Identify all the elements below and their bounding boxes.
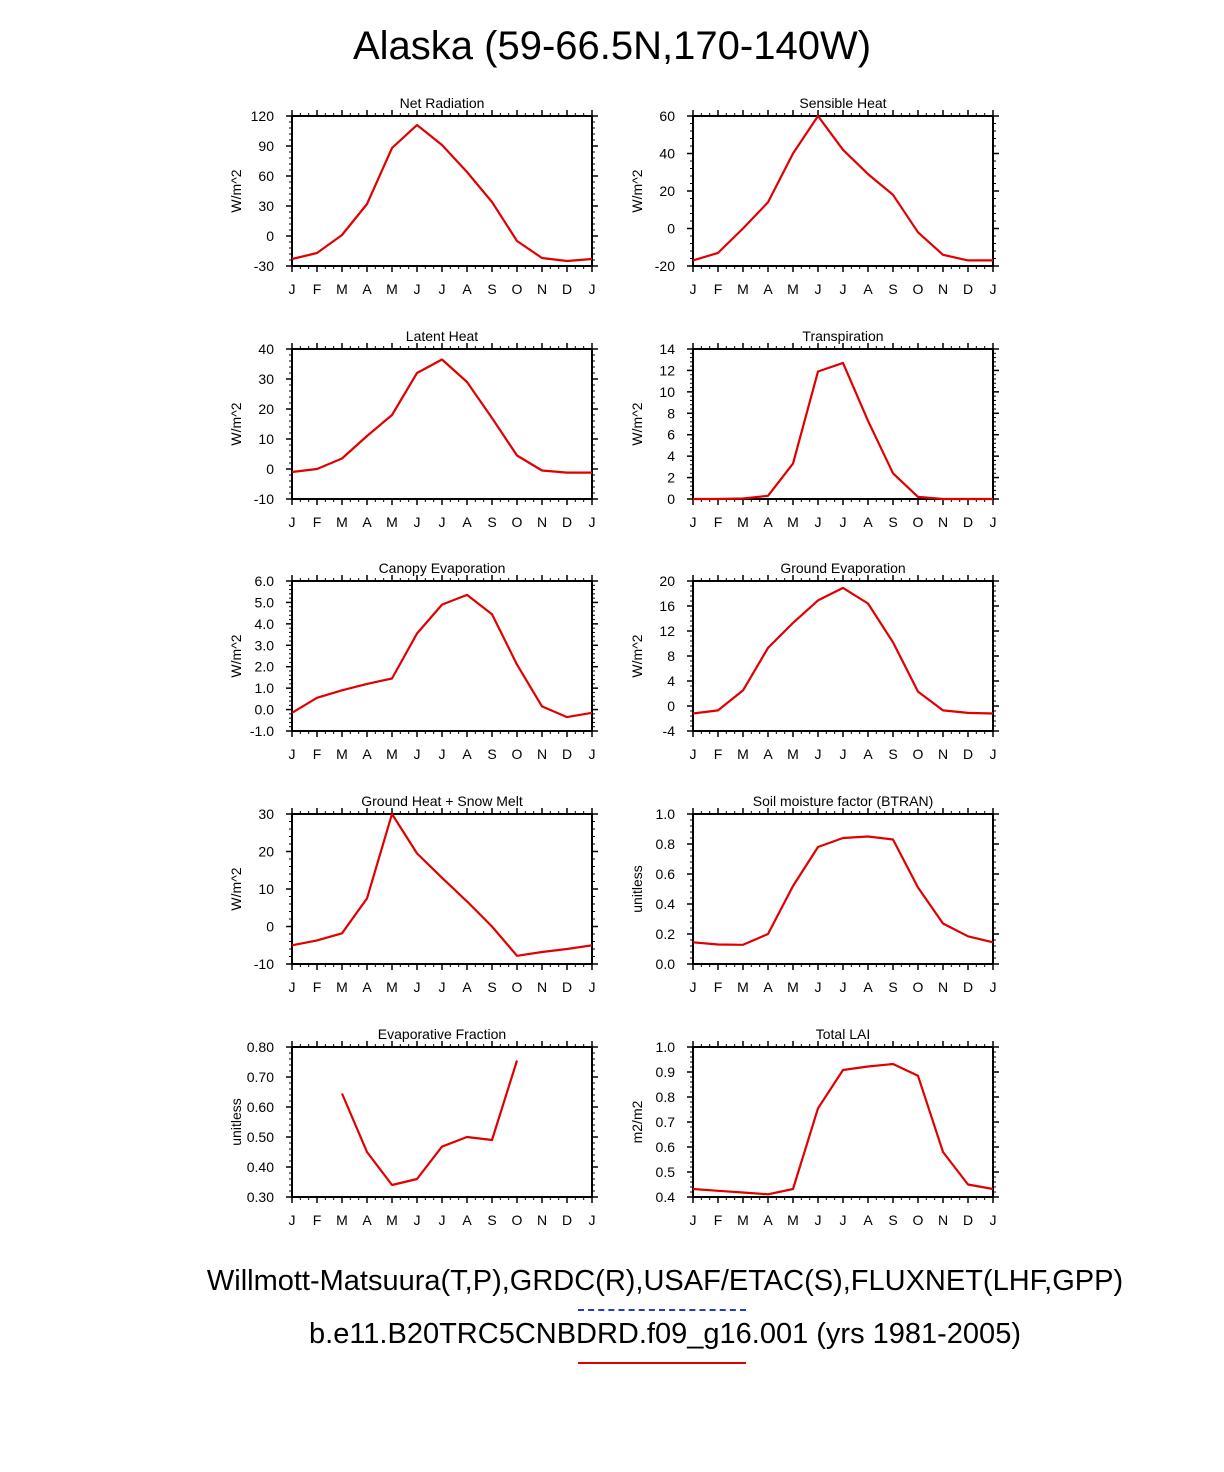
x-tick-label: J: [438, 1212, 446, 1228]
x-tick-label: D: [561, 514, 573, 530]
x-tick-label: J: [288, 746, 296, 762]
chart-panel: [629, 560, 999, 762]
x-tick-label: A: [763, 746, 773, 762]
series-line: [292, 595, 592, 717]
x-tick-label: J: [839, 746, 847, 762]
x-tick-label: N: [937, 746, 949, 762]
x-tick-label: D: [561, 1212, 573, 1228]
plot-frame: [693, 814, 993, 964]
y-tick-label: 0.6: [655, 866, 675, 882]
x-tick-label: S: [487, 281, 497, 297]
x-tick-label: M: [737, 514, 749, 530]
x-tick-label: M: [787, 746, 799, 762]
y-tick-label: 0.60: [246, 1099, 274, 1115]
x-tick-label: O: [511, 979, 523, 995]
x-tick-label: M: [336, 979, 348, 995]
y-axis-label: m2/m2: [629, 1100, 645, 1144]
y-tick-label: 2.0: [254, 658, 274, 675]
x-tick-label: J: [989, 979, 997, 995]
x-tick-label: M: [787, 1212, 799, 1228]
x-tick-label: O: [912, 979, 924, 995]
chart-panel: [228, 560, 598, 762]
x-tick-label: J: [839, 281, 847, 297]
x-tick-label: O: [912, 281, 924, 297]
x-tick-label: N: [536, 281, 548, 297]
x-tick-label: N: [536, 1212, 548, 1228]
x-tick-label: F: [713, 281, 723, 297]
x-tick-label: S: [888, 746, 898, 762]
chart-title: Total LAI: [815, 1026, 871, 1042]
series-line: [292, 814, 592, 956]
x-tick-label: N: [937, 514, 949, 530]
y-tick-label: 1.0: [254, 680, 274, 697]
x-tick-label: M: [336, 1212, 348, 1228]
y-tick-label: 0.5: [655, 1164, 675, 1180]
x-tick-label: J: [814, 281, 822, 297]
x-tick-label: F: [713, 979, 723, 995]
x-tick-label: A: [462, 1212, 472, 1228]
x-tick-label: M: [787, 979, 799, 995]
y-tick-label: 0.70: [246, 1069, 274, 1085]
x-tick-label: J: [588, 514, 596, 530]
y-tick-label: 1.0: [655, 806, 675, 822]
x-tick-label: D: [561, 746, 573, 762]
x-tick-label: J: [413, 514, 421, 530]
y-tick-label: 2: [667, 469, 675, 486]
chart-panel: [629, 95, 999, 297]
x-tick-label: N: [536, 514, 548, 530]
y-tick-label: 0.80: [246, 1039, 274, 1055]
x-tick-label: A: [863, 514, 873, 530]
x-tick-label: O: [511, 281, 523, 297]
y-tick-label: 40: [659, 145, 675, 162]
x-tick-label: O: [912, 514, 924, 530]
y-axis-label: W/m^2: [228, 169, 244, 213]
obs-sources-text: Willmott-Matsuura(T,P),GRDC(R),USAF/ETAC(S),FLUXNET(LHF,GPP): [206, 1265, 1124, 1297]
x-tick-label: O: [511, 1212, 523, 1228]
series-line: [693, 116, 993, 260]
x-tick-label: J: [814, 746, 822, 762]
y-tick-label: 0.50: [246, 1129, 274, 1145]
series-line: [693, 837, 993, 945]
x-tick-label: M: [386, 979, 398, 995]
y-axis-label: W/m^2: [629, 169, 645, 213]
chart-title: Net Radiation: [399, 95, 485, 111]
x-tick-label: J: [288, 281, 296, 297]
y-axis-label: W/m^2: [629, 634, 645, 678]
y-tick-label: 60: [258, 168, 274, 184]
y-tick-label: 4: [667, 448, 675, 465]
x-tick-label: M: [336, 746, 348, 762]
series-line: [342, 1061, 517, 1186]
chart-title: Latent Heat: [405, 328, 479, 344]
x-tick-label: O: [912, 1212, 924, 1228]
y-tick-label: 0: [266, 918, 274, 935]
y-tick-label: 12: [659, 362, 675, 379]
x-tick-label: J: [438, 979, 446, 995]
x-tick-label: F: [713, 1212, 723, 1228]
x-tick-label: J: [288, 514, 296, 530]
x-tick-label: S: [888, 514, 898, 530]
chart-title: Evaporative Fraction: [377, 1026, 507, 1042]
x-tick-label: F: [312, 514, 322, 530]
x-tick-label: N: [536, 746, 548, 762]
x-tick-label: A: [362, 746, 372, 762]
x-tick-label: O: [511, 746, 523, 762]
x-tick-label: A: [763, 979, 773, 995]
y-tick-label: 40: [258, 341, 274, 357]
x-tick-label: A: [362, 281, 372, 297]
x-tick-label: S: [888, 1212, 898, 1228]
x-tick-label: J: [689, 979, 697, 995]
x-tick-label: M: [386, 1212, 398, 1228]
y-tick-label: 0.40: [246, 1159, 274, 1175]
x-tick-label: F: [312, 979, 322, 995]
y-tick-label: 0.8: [655, 836, 675, 852]
x-tick-label: J: [413, 1212, 421, 1228]
x-tick-label: J: [413, 746, 421, 762]
chart-title: Ground Evaporation: [780, 560, 906, 576]
x-tick-label: N: [937, 1212, 949, 1228]
y-tick-label: 0: [667, 698, 675, 714]
y-tick-label: 0.6: [655, 1139, 675, 1155]
x-tick-label: M: [737, 979, 749, 995]
x-tick-label: M: [737, 1212, 749, 1228]
y-tick-label: 0.4: [655, 896, 675, 912]
y-tick-label: 30: [258, 806, 274, 822]
y-tick-label: 0: [667, 220, 675, 237]
chart-panel: [629, 328, 999, 530]
y-tick-label: 8: [667, 405, 675, 422]
x-tick-label: F: [713, 746, 723, 762]
y-tick-label: 0.0: [655, 956, 675, 972]
series-line: [292, 125, 592, 261]
x-tick-label: M: [386, 514, 398, 530]
x-tick-label: J: [438, 281, 446, 297]
x-tick-label: A: [462, 514, 472, 530]
x-tick-label: J: [689, 514, 697, 530]
y-tick-label: 0: [266, 461, 274, 477]
x-tick-label: M: [787, 514, 799, 530]
x-tick-label: J: [989, 1212, 997, 1228]
y-tick-label: 30: [258, 198, 274, 214]
y-tick-label: 60: [659, 108, 675, 124]
x-tick-label: D: [962, 746, 974, 762]
series-line: [693, 363, 993, 499]
x-tick-label: D: [561, 281, 573, 297]
x-tick-label: M: [787, 281, 799, 297]
x-tick-label: A: [362, 514, 372, 530]
y-tick-label: 120: [250, 108, 274, 124]
y-tick-label: 20: [659, 183, 675, 199]
chart-title: Ground Heat + Snow Melt: [361, 793, 523, 809]
y-axis-label: W/m^2: [228, 867, 244, 911]
chart-panel: [629, 1026, 999, 1228]
y-tick-label: -1.0: [249, 723, 274, 739]
x-tick-label: M: [386, 281, 398, 297]
y-axis-label: W/m^2: [228, 402, 244, 446]
chart-panel: [228, 793, 598, 995]
y-tick-label: -30: [253, 258, 274, 274]
x-tick-label: A: [462, 746, 472, 762]
y-tick-label: 14: [659, 341, 675, 357]
chart-title: Sensible Heat: [799, 95, 887, 111]
chart-title: Soil moisture factor (BTRAN): [752, 793, 934, 809]
x-tick-label: J: [989, 514, 997, 530]
x-tick-label: M: [737, 281, 749, 297]
x-tick-label: N: [937, 979, 949, 995]
x-tick-label: J: [814, 979, 822, 995]
y-tick-label: 0: [266, 228, 274, 244]
series-line: [693, 588, 993, 714]
x-tick-label: J: [814, 1212, 822, 1228]
y-tick-label: 0.8: [655, 1089, 675, 1105]
x-tick-label: F: [312, 746, 322, 762]
y-tick-label: 0.4: [655, 1189, 675, 1205]
y-tick-label: 4.0: [254, 615, 274, 632]
x-tick-label: S: [487, 979, 497, 995]
chart-panel: [629, 793, 999, 995]
y-tick-label: 0.2: [655, 926, 675, 942]
x-tick-label: S: [487, 746, 497, 762]
series-line: [292, 360, 592, 473]
chart-panel: [228, 328, 598, 530]
x-tick-label: S: [487, 1212, 497, 1228]
x-tick-label: J: [689, 746, 697, 762]
y-tick-label: 0.0: [254, 701, 274, 718]
y-tick-label: 10: [258, 431, 274, 447]
chart-title: Transpiration: [802, 328, 884, 344]
y-tick-label: 0.30: [246, 1189, 274, 1205]
y-tick-label: 20: [258, 401, 274, 417]
y-tick-label: 10: [659, 383, 675, 400]
x-tick-label: O: [511, 514, 523, 530]
plot-frame: [292, 349, 592, 499]
plot-frame: [292, 814, 592, 964]
plot-frame: [292, 116, 592, 266]
obs-legend-line: [578, 1309, 746, 1311]
x-tick-label: A: [763, 1212, 773, 1228]
x-tick-label: J: [288, 979, 296, 995]
x-tick-label: J: [413, 281, 421, 297]
x-tick-label: O: [912, 746, 924, 762]
y-tick-label: 6.0: [254, 573, 274, 589]
x-tick-label: D: [962, 514, 974, 530]
y-axis-label: W/m^2: [228, 634, 244, 678]
plot-frame: [292, 1047, 592, 1197]
x-tick-label: J: [438, 514, 446, 530]
x-tick-label: J: [839, 1212, 847, 1228]
x-tick-label: S: [487, 514, 497, 530]
x-tick-label: A: [863, 746, 873, 762]
x-tick-label: A: [863, 1212, 873, 1228]
y-tick-label: 16: [659, 598, 675, 614]
y-tick-label: 0.9: [655, 1064, 675, 1080]
x-tick-label: J: [689, 1212, 697, 1228]
x-tick-label: J: [989, 746, 997, 762]
y-tick-label: 30: [258, 371, 274, 387]
chart-panel: [228, 95, 598, 297]
y-tick-label: 12: [659, 623, 675, 639]
x-tick-label: A: [362, 979, 372, 995]
x-tick-label: F: [312, 281, 322, 297]
y-axis-label: W/m^2: [629, 402, 645, 446]
chart-title: Canopy Evaporation: [378, 560, 506, 576]
x-tick-label: J: [689, 281, 697, 297]
plot-frame: [693, 116, 993, 266]
y-tick-label: 8: [667, 648, 675, 664]
y-tick-label: 20: [659, 573, 675, 589]
x-tick-label: D: [561, 979, 573, 995]
y-tick-label: 4: [667, 673, 675, 689]
x-tick-label: J: [413, 979, 421, 995]
x-tick-label: J: [438, 746, 446, 762]
x-tick-label: A: [863, 979, 873, 995]
y-tick-label: 0: [667, 491, 675, 507]
y-axis-label: unitless: [228, 1098, 244, 1146]
y-tick-label: 3.0: [254, 637, 274, 654]
plot-frame: [693, 349, 993, 499]
x-tick-label: F: [312, 1212, 322, 1228]
y-tick-label: 20: [258, 843, 274, 860]
x-tick-label: D: [962, 281, 974, 297]
y-tick-label: -10: [253, 956, 274, 972]
x-tick-label: N: [937, 281, 949, 297]
x-tick-label: A: [462, 281, 472, 297]
x-tick-label: A: [362, 1212, 372, 1228]
chart-panel: [228, 1026, 598, 1228]
model-legend-line: [578, 1362, 746, 1364]
x-tick-label: A: [763, 281, 773, 297]
x-tick-label: M: [386, 746, 398, 762]
series-line: [693, 1064, 993, 1194]
x-tick-label: J: [288, 1212, 296, 1228]
x-tick-label: J: [814, 514, 822, 530]
x-tick-label: J: [839, 514, 847, 530]
plot-frame: [693, 581, 993, 731]
y-tick-label: 1.0: [655, 1039, 675, 1055]
x-tick-label: J: [588, 1212, 596, 1228]
y-tick-label: 5.0: [254, 594, 274, 611]
x-tick-label: J: [588, 979, 596, 995]
x-tick-label: S: [888, 281, 898, 297]
y-tick-label: 10: [258, 881, 274, 897]
model-case-text: b.e11.B20TRC5CNBDRD.f09_g16.001 (yrs 1981-2005): [309, 1318, 1021, 1350]
y-tick-label: 90: [258, 138, 274, 154]
x-tick-label: A: [863, 281, 873, 297]
y-tick-label: 6: [667, 426, 675, 443]
x-tick-label: A: [462, 979, 472, 995]
x-tick-label: D: [962, 979, 974, 995]
x-tick-label: D: [962, 1212, 974, 1228]
x-tick-label: N: [536, 979, 548, 995]
x-tick-label: S: [888, 979, 898, 995]
x-tick-label: M: [336, 281, 348, 297]
x-tick-label: F: [713, 514, 723, 530]
x-tick-label: J: [839, 979, 847, 995]
y-tick-label: -10: [253, 491, 274, 507]
x-tick-label: J: [989, 281, 997, 297]
y-tick-label: -4: [662, 723, 675, 739]
page-title: Alaska (59-66.5N,170-140W): [352, 24, 872, 68]
y-tick-label: 0.7: [655, 1114, 675, 1130]
x-tick-label: A: [763, 514, 773, 530]
y-axis-label: unitless: [629, 865, 645, 913]
x-tick-label: M: [336, 514, 348, 530]
x-tick-label: J: [588, 746, 596, 762]
y-tick-label: -20: [654, 258, 675, 274]
x-tick-label: J: [588, 281, 596, 297]
x-tick-label: M: [737, 746, 749, 762]
